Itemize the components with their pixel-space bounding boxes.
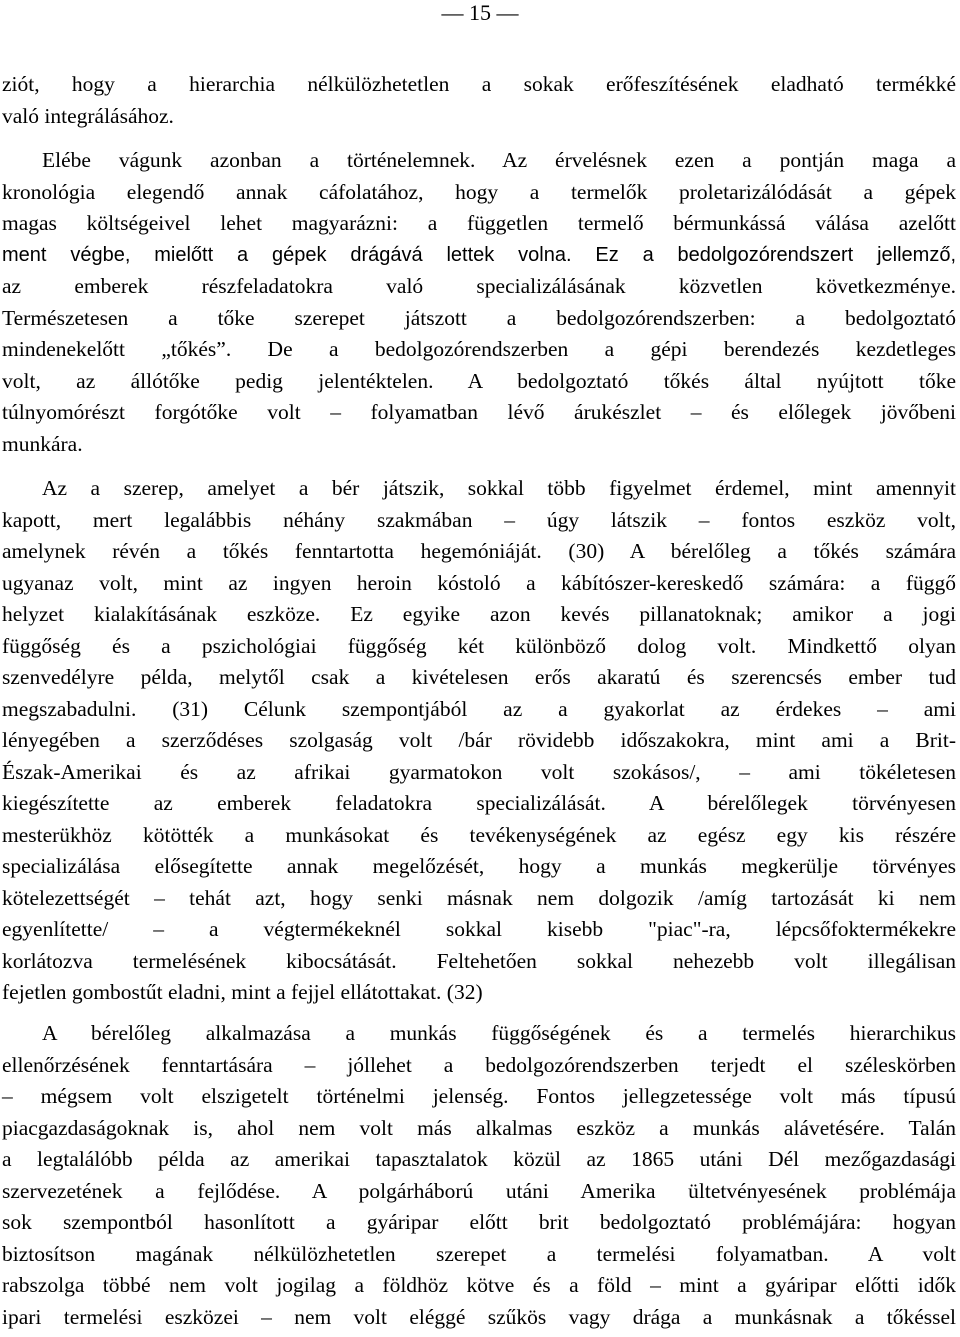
text-line: szervezetének a fejlődése. A polgárháború utáni Amerika ültetvényesének problémája [2,1178,956,1203]
text-line: túlnyomórészt forgótőke volt – folyamatban lévő árukészlet – és előlegek jövőbeni [2,400,956,424]
text-line: fejetlen gombostűt eladni, mint a fejjel ellátottakat. (32) [2,980,483,1004]
text-line: specializálása elősegítette annak megelőzését, hogy a munkás megkerülje törvényes [2,854,956,878]
text-line: Észak-Amerikai és az afrikai gyarmatokon volt szokásos/, – ami tökéletesen [2,759,956,784]
text-line: szenvedélyre példa, melytől csak a kivételesen erős akaratú és szerencsés ember tud [2,665,956,689]
text-line: korlátozva termelésének kibocsátását. Feltehetően sokkal nehezebb volt illegálisan [2,948,956,973]
text-line: ment végbe, mielőtt a gépek drágává lettek volna. Ez a bedolgozórendszert jellemző, [2,243,956,266]
text-line: Elébe vágunk azonban a történelemnek. Az érvelésnek ezen a pontján maga a [42,148,956,172]
text-line: munkára. [2,431,83,456]
text-line: helyzet kialakításának eszköze. Ez egyike azon kevés pillanatoknak; amikor a jogi [2,602,956,626]
text-line: való integrálásához. [2,103,174,128]
paragraph-1 [2,69,956,132]
text-line: amelynek révén a tőkés fenntartotta hegemóniáját. (30) A bérelőleg a tőkés számára [2,539,956,563]
text-line: Az a szerep, amelyet a bér játszik, sokkal több figyelmet érdemel, mint amennyit [42,476,956,500]
text-line: egyenlítette/ – a végtermékeknél sokkal kisebb "piac"-ra, lépcsőfoktermékekre [2,917,956,941]
text-line: kronológia elegendő annak cáfolatához, hogy a termelők proletarizálódását a gépek [2,179,956,204]
text-line: piacgazdaságoknak is, ahol nem volt más alkalmas eszköz a munkás alávetésére. Talán [2,1115,956,1140]
text-line: rabszolga többé nem volt jogilag a földhöz kötve és a föld – mint a gyáripar előtti idők [2,1273,956,1297]
text-line: ziót, hogy a hierarchia nélkülözhetetlen a sokak erőfeszítésének eladható termékké [2,72,956,96]
text-line: az emberek részfeladatokra való specializálásának közvetlen következménye. [2,274,956,298]
text-line: Természetesen a tőke szerepet játszott a bedolgozórendszerben: a bedolgoztató [2,305,956,330]
text-line: A bérelőleg alkalmazása a munkás függőségének és a termelés hierarchikus [42,1021,956,1045]
text-line: ugyanaz volt, mint az ingyen heroin kóstoló a kábítószer-kereskedő számára: a függő [2,570,956,595]
text-line: kapott, mert legalábbis néhány szakmában – úgy látszik – fontos eszköz volt, [2,507,956,532]
page-number: — 15 — [441,0,519,25]
text-line: volt, az állótőke pedig jelentéktelen. A bedolgoztató tőkés által nyújtott tőke [2,368,956,393]
text-line: függőség és a pszichológiai függőség két különböző dolog volt. Mindkettő olyan [2,633,956,658]
text-line: kötelezettségét – tehát azt, hogy senki másnak nem dolgozik /amíg tartozását ki nem [2,885,956,910]
paragraph-3 [2,473,956,1009]
text-line: biztosítson magának nélkülözhetetlen szerepet a termelési folyamatban. A volt [2,1241,956,1266]
text-line: ellenőrzésének fenntartására – jóllehet a bedolgozórendszerben terjedt el széleskörben [2,1052,956,1077]
text-line: a legtalálóbb példa az amerikai tapasztalatok közül az 1865 utáni Dél mezőgazdasági [2,1147,956,1171]
text-line: mesterükhöz kötötték a munkásokat és tevékenységének az egész egy kis részére [2,822,956,847]
text-line: megszabadulni. (31) Célunk szempontjából az a gyakorlat az érdekes – ami [2,696,956,721]
text-line: magas költségeivel lehet magyarázni: a független termelő bérmunkássá válása azelőtt [2,211,956,235]
text-line: ipari termelési eszközei – nem volt eléggé szűkös vagy drága a munkásnak a tőkéssel [2,1304,956,1329]
text-line: mindenekelőtt „tőkés”. De a bedolgozórendszerben a gépi berendezés kezdetleges [2,337,956,361]
paragraph-4 [2,1018,956,1333]
paragraph-2 [2,145,956,460]
text-line: – mégsem volt elszigetelt történelmi jelenség. Fontos jellegzetessége volt más típusú [2,1084,956,1108]
text-line: sok szempontból hasonlított a gyáripar előtt brit bedolgoztató problémájára: hogyan [2,1210,956,1234]
text-line: kiegészítette az emberek feladatokra specializálását. A bérelőlegek törvényesen [2,791,956,815]
text-line: lényegében a szerződéses szolgaság volt /bár rövidebb időszakokra, mint ami a Brit- [2,728,956,752]
